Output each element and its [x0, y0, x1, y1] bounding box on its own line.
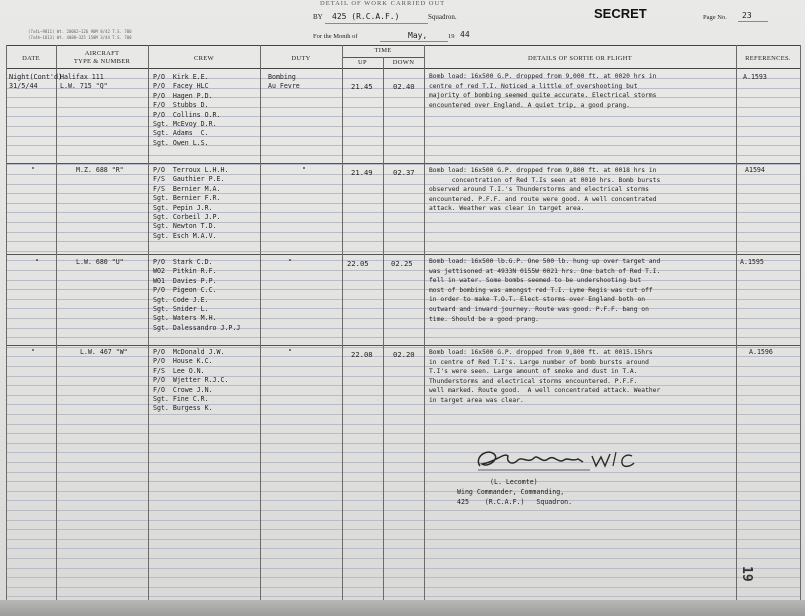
ruled-line	[7, 452, 800, 453]
ruled-line	[7, 184, 800, 185]
ruled-line	[7, 462, 800, 463]
ruled-line	[7, 164, 800, 165]
squadron-value: 425 (R.C.A.F.)	[332, 12, 400, 21]
sortie-2-crew: P/O Terroux L.H.H. F/S Gauthier P.E. F/S Bernier M.A. Sgt. Bernier F.R. Sgt. Pepin J.R. Sgt. Corbeil J.P. Sgt. Newton T.D. Sgt. Esch M.A.V.	[153, 166, 229, 240]
ruled-line	[7, 395, 800, 396]
sortie-3-down: 02.25	[391, 259, 413, 268]
ruled-line	[7, 232, 800, 233]
sortie-1-reference: A.1593	[743, 73, 767, 81]
handwritten-signature	[470, 444, 650, 476]
year-prefix: 19	[448, 33, 455, 40]
ruled-line	[7, 116, 800, 117]
ruled-line	[7, 481, 800, 482]
ruled-line	[7, 299, 800, 300]
ruled-line	[7, 539, 800, 540]
sortie-3-crew: P/O Stark C.D. WO2 Pitkin R.F. WO1 Davies P.P. P/O Pigeon C.C. Sgt. Code J.E. Sgt. Snider L. Sgt. Waters M.H. Sgt. Dalessandro J.P.J	[153, 258, 241, 332]
col-crew: CREW	[194, 55, 214, 62]
signatory-title: Wing Commander, Commanding,	[457, 488, 565, 496]
ruled-line	[7, 548, 800, 549]
sortie-4-aircraft: L.W. 467 "W"	[80, 348, 128, 356]
year-value: 44	[460, 30, 470, 39]
ruled-line	[7, 414, 800, 415]
form-code-2: (7x4h—1813) Wt. 4088—325 150M 3/44 T.S. 700	[28, 35, 132, 40]
ruled-line	[7, 193, 800, 194]
sortie-1-down: 02.40	[393, 82, 415, 91]
sortie-3-aircraft: L.W. 680 "U"	[76, 258, 124, 266]
col-up: UP	[358, 59, 367, 66]
form-code-1: (7x4L—9811) Wt. 20062—126 90M 8/42 T.S. 700	[28, 29, 132, 34]
ruled-line	[7, 596, 800, 597]
ruled-line	[7, 443, 800, 444]
ruled-line	[7, 212, 800, 213]
col-details: DETAILS OF SORTIE OR FLIGHT	[528, 55, 632, 62]
by-label: BY	[313, 13, 323, 21]
ruled-line	[7, 568, 800, 569]
sortie-1-up: 21.45	[351, 82, 373, 91]
ruled-line	[7, 587, 800, 588]
sortie-2-duty: "	[302, 166, 306, 174]
sortie-1-crew: P/O Kirk E.E. P/O Facey HLC P/O Hagen P.D. F/O Stubbs D. P/O Collins O.R. Sgt. McEvoy D.R. Sgt. Adams C. Sgt. Owen L.S.	[153, 73, 221, 147]
sortie-3-up: 22.05	[347, 259, 369, 268]
sortie-4-reference: A.1596	[749, 348, 773, 356]
ruled-line	[7, 337, 800, 338]
ruled-line	[7, 500, 800, 501]
sortie-4-details: Bomb load: 16x500 G.P. dropped from 9,800 ft. at 0015.15hrs in centre of Red T.I's. Large number of bomb bursts around T.I's were seen. Large amount of smoke and dust in T.A. Thunderstorms and electrical storms encountered. P.F.F. well marked. Route good. A well concentrated attack. Weather in target area was clear.	[429, 349, 661, 404]
col-date: DATE	[22, 55, 40, 62]
sortie-3-duty: "	[288, 258, 292, 266]
ruled-line	[7, 577, 800, 578]
ruled-line	[7, 366, 800, 367]
page-number: 23	[742, 11, 752, 20]
ruled-line	[7, 289, 800, 290]
ruled-line	[7, 251, 800, 252]
form-title: DETAIL OF WORK CARRIED OUT	[320, 0, 446, 7]
sortie-2-down: 02.37	[393, 168, 415, 177]
classification-stamp: SECRET	[594, 6, 647, 21]
signatory-unit: 425 (R.C.A.F.) Squadron.	[457, 498, 573, 506]
sortie-4-down: 02.20	[393, 350, 415, 359]
sortie-3-date: "	[35, 258, 39, 266]
sortie-separator	[6, 254, 801, 255]
ruled-line	[7, 308, 800, 309]
ruled-line	[7, 404, 800, 405]
sortie-1-date: Night(Cont'd) 31/5/44	[9, 73, 63, 91]
col-aircraft-2: TYPE & NUMBER	[73, 58, 131, 65]
ruled-line	[7, 385, 800, 386]
ruled-line	[7, 280, 800, 281]
sortie-2-aircraft: M.Z. 688 "R"	[76, 166, 124, 174]
col-down: DOWN	[392, 59, 415, 66]
sortie-separator	[6, 163, 801, 164]
ruled-line	[7, 241, 800, 242]
ruled-line	[7, 510, 800, 511]
ruled-line	[7, 433, 800, 434]
sortie-2-up: 21.49	[351, 168, 373, 177]
ruled-line	[7, 424, 800, 425]
sortie-1-details: Bomb load: 16x500 G.P. dropped from 9,000 ft. at 0020 hrs in centre of red T.I. Noticed a little of overshooting but majority of bombing seemed quite accurate. Electrical storms encountered over England. A quiet trip, a good prang.	[429, 73, 657, 109]
sortie-4-crew: P/O McDonald J.W. P/O House K.C. F/S Lee O.N. P/O Wjetter R.J.C. F/O Crowe J.N. Sgt. Fine C.R. Sgt. Burgess K.	[153, 348, 229, 413]
page-bottom-edge	[0, 600, 805, 616]
ruled-line	[7, 529, 800, 530]
squadron-label: Squadron.	[428, 13, 457, 21]
ruled-line	[7, 126, 800, 127]
col-duty: DUTY	[291, 55, 311, 62]
sortie-4-duty: "	[288, 348, 292, 356]
sortie-3-reference: A.1595	[740, 258, 764, 266]
sortie-4-date: "	[31, 348, 35, 356]
ruled-line	[7, 136, 800, 137]
signatory-name: (L. Lecomte)	[490, 478, 538, 486]
ruled-line	[7, 203, 800, 204]
margin-number: 19	[739, 566, 754, 582]
sortie-separator	[6, 345, 801, 346]
ruled-line	[7, 376, 800, 377]
month-label: For the Month of	[313, 33, 358, 40]
ruled-line	[7, 155, 800, 156]
ruled-line	[7, 491, 800, 492]
ruled-line	[7, 558, 800, 559]
sortie-1-duty: Bombing Au Fevre	[268, 73, 300, 91]
col-references: REFERENCES.	[745, 55, 791, 62]
col-aircraft-1: AIRCRAFT	[84, 50, 120, 57]
sortie-4-up: 22.08	[351, 350, 373, 359]
page-label: Page No.	[703, 14, 727, 21]
sortie-3-details: Bomb load: 16x500 lb.G.P. One 500 lb. hung up over target and was jettisoned at 4933N 0155W 0021 hrs. One batch of Red T.I. fell in water. Some bombs seemed to be undershooting but most of bombing was amongst red T.I. Lyme Regis was cut off in order to make T.O.T. Elect storms over England both on outward and inward journey. Route was good. P.F.F. bang on time. Should be a good prang.	[429, 258, 661, 323]
ruled-line	[7, 318, 800, 319]
ruled-line	[7, 328, 800, 329]
signature-drawing	[470, 444, 650, 476]
signature-text	[470, 444, 477, 445]
sortie-2-reference: A1594	[745, 166, 765, 174]
sortie-2-date: "	[31, 166, 35, 174]
ruled-line	[7, 145, 800, 146]
ruled-line	[7, 472, 800, 473]
ruled-line	[7, 270, 800, 271]
ruled-line	[7, 222, 800, 223]
sortie-1-aircraft: Halifax 111 L.W. 715 "Q"	[60, 73, 108, 91]
ruled-line	[7, 78, 800, 79]
col-time: TIME	[374, 47, 392, 54]
month-value: May,	[408, 31, 428, 40]
ruled-line	[7, 97, 800, 98]
ruled-line	[7, 520, 800, 521]
ruled-line	[7, 107, 800, 108]
sortie-2-details: Bomb load: 16x500 G.P. dropped from 9,800 ft. at 0018 hrs in concentration of Red T.Is seen at 0010 hrs. Bomb bursts observed around T.I.'s Thunderstorms and electrical storms encountered. P.F.F. and route were good. A well concentrated attack. Weather was clear in target area.	[429, 167, 661, 213]
